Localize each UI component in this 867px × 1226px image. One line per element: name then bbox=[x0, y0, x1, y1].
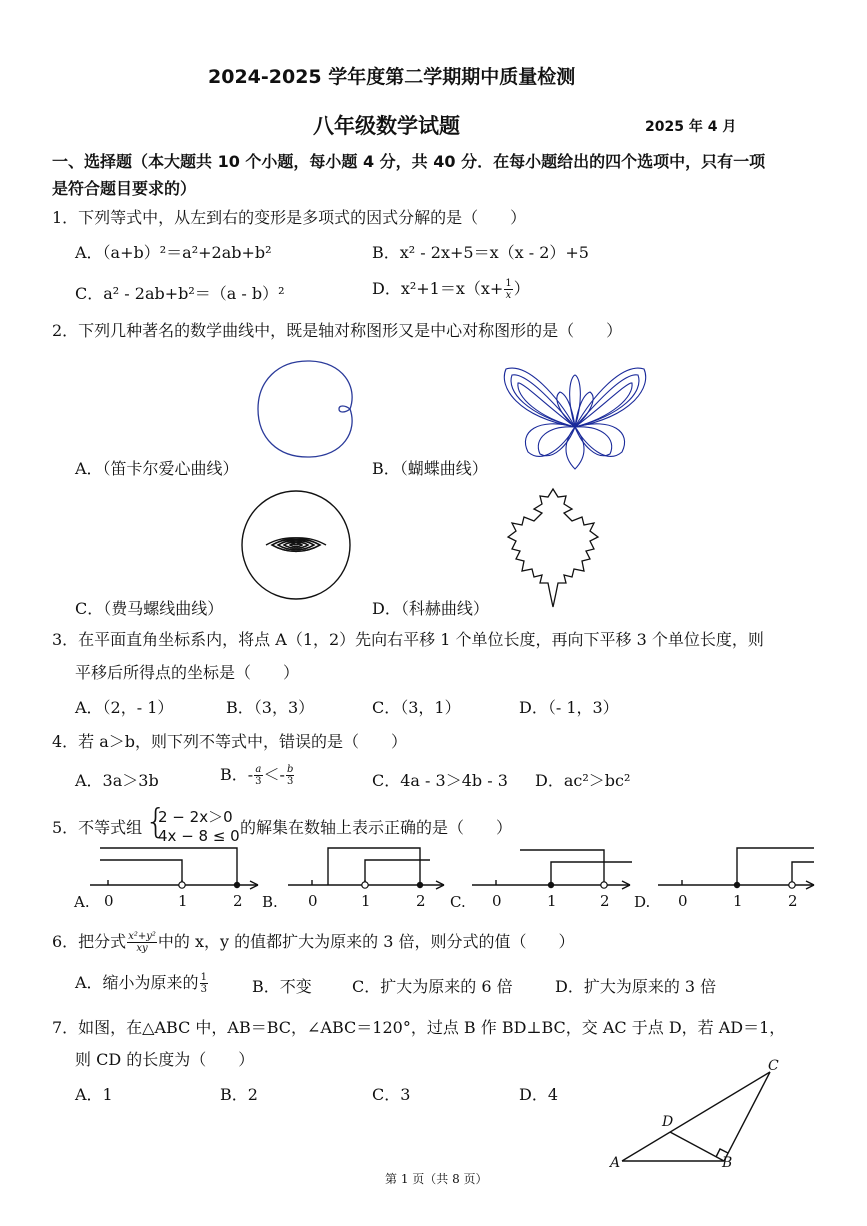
q4-b-den2: 3 bbox=[286, 776, 294, 787]
fermat-spiral-figure bbox=[238, 487, 354, 603]
q7-point-c: C bbox=[768, 1058, 779, 1074]
q5-label-c: C. bbox=[450, 893, 466, 911]
q4-b-frac1 bbox=[254, 764, 262, 787]
q3-stem-line1: 3．在平面直角坐标系内，将点 A（1，2）先向右平移 1 个单位长度，再向下平移 3 个单位长度，则 bbox=[52, 630, 764, 649]
q1-option-b: B．x² - 2x+5＝x（x - 2）+5 bbox=[372, 243, 589, 262]
q5-b-tick2: 2 bbox=[416, 892, 426, 910]
q4-b-prefix: B．- bbox=[220, 765, 254, 784]
q3-option-d: D．（- 1，3） bbox=[519, 698, 619, 717]
q5-label-b: B. bbox=[262, 893, 278, 911]
q6-a-num: 1 bbox=[200, 972, 207, 983]
q1-stem: 1．下列等式中，从左到右的变形是多项式的因式分解的是（ ） bbox=[52, 208, 527, 227]
q4-b-num2: b bbox=[286, 764, 294, 775]
q6-fraction bbox=[127, 931, 157, 954]
q7-option-b: B．2 bbox=[220, 1085, 258, 1104]
q7-stem-line2: 则 CD 的长度为（ ） bbox=[75, 1050, 255, 1069]
q5-d-tick2: 2 bbox=[788, 892, 798, 910]
q5-stem-prefix: 5．不等式组 bbox=[52, 818, 143, 837]
q2-stem: 2．下列几种著名的数学曲线中，既是轴对称图形又是中心对称图形的是（ ） bbox=[52, 321, 623, 340]
q3-stem-line2: 平移后所得点的坐标是（ ） bbox=[75, 663, 300, 682]
q5-brace: { bbox=[145, 802, 167, 842]
q5-a-tick0: 0 bbox=[104, 892, 114, 910]
q6-frac-num: x²+y² bbox=[128, 931, 156, 942]
butterfly-figure bbox=[498, 357, 653, 472]
q3-option-c: C．（3，1） bbox=[372, 698, 461, 717]
exam-date: 2025 年 4 月 bbox=[645, 119, 737, 135]
q6-option-d: D．扩大为原来的 3 倍 bbox=[555, 977, 717, 996]
q1-option-a: A．（a+b）²＝a²+2ab+b² bbox=[75, 243, 272, 262]
q5-ineq1: 2 − 2x＞0 bbox=[158, 808, 233, 826]
q5-c-tick0: 0 bbox=[492, 892, 502, 910]
q7-option-a: A．1 bbox=[75, 1085, 113, 1104]
q6-option-c: C．扩大为原来的 6 倍 bbox=[352, 977, 513, 996]
q6-option-b: B．不变 bbox=[252, 977, 312, 996]
q5-b-tick1: 1 bbox=[361, 892, 371, 910]
page-footer: 第 1 页（共 8 页） bbox=[385, 1172, 488, 1186]
q2-option-a: A．（笛卡尔爱心曲线） bbox=[75, 459, 239, 478]
q7-stem-line1: 7．如图，在△ABC 中，AB＝BC，∠ABC＝120°，过点 B 作 BD⊥BC，交 AC 于点 D，若 AD＝1， bbox=[52, 1018, 786, 1037]
q5-c-tick1: 1 bbox=[547, 892, 557, 910]
q6-a-fraction bbox=[200, 972, 208, 995]
q5-b-tick0: 0 bbox=[308, 892, 318, 910]
q6-option-a bbox=[75, 970, 209, 995]
q5-a-tick2: 2 bbox=[233, 892, 243, 910]
q3-option-b: B．（3，3） bbox=[226, 698, 315, 717]
q6-stem-suffix: 中的 x，y 的值都扩大为原来的 3 倍，则分式的值（ ） bbox=[157, 932, 575, 951]
q1-d-prefix: D．x²+1＝x（x+ bbox=[372, 279, 504, 298]
q2-option-d: D．（科赫曲线） bbox=[372, 599, 489, 618]
q4-option-b bbox=[220, 762, 295, 787]
koch-snowflake-figure bbox=[498, 487, 608, 609]
q4-option-d: D．ac²＞bc² bbox=[535, 771, 631, 790]
q6-a-prefix: A．缩小为原来的 bbox=[75, 973, 199, 992]
q5-label-a: A. bbox=[74, 893, 90, 911]
q5-c-tick2: 2 bbox=[600, 892, 610, 910]
exam-title: 2024-2025 学年度第二学期期中质量检测 bbox=[208, 66, 576, 88]
q1-d-fraction bbox=[504, 278, 512, 301]
q5-ineq2: 4x − 8 ≤ 0 bbox=[158, 827, 240, 845]
q4-option-a: A．3a＞3b bbox=[75, 771, 159, 790]
q4-b-den1: 3 bbox=[255, 776, 262, 787]
q5-stem-suffix: 的解集在数轴上表示正确的是（ ） bbox=[240, 818, 513, 837]
exam-subject: 八年级数学试题 bbox=[313, 114, 460, 138]
q1-d-suffix: ） bbox=[513, 279, 530, 298]
q3-option-a: A．（2，- 1） bbox=[75, 698, 174, 717]
cardioid-figure bbox=[255, 357, 360, 462]
q7-point-a: A bbox=[610, 1155, 621, 1171]
q7-point-d: D bbox=[662, 1114, 674, 1130]
q7-point-b: B bbox=[722, 1155, 733, 1171]
q5-d-tick0: 0 bbox=[678, 892, 688, 910]
q5-d-tick1: 1 bbox=[733, 892, 743, 910]
q1-option-d bbox=[372, 276, 530, 301]
q2-option-b: B．（蝴蝶曲线） bbox=[372, 459, 488, 478]
q7-triangle-figure bbox=[600, 1060, 800, 1175]
q4-option-c: C．4a - 3＞4b - 3 bbox=[372, 771, 508, 790]
section-heading-line2: 是符合题目要求的） bbox=[52, 179, 197, 198]
q4-b-frac2 bbox=[286, 764, 294, 787]
q5-a-tick1: 1 bbox=[178, 892, 188, 910]
q6-a-den: 3 bbox=[200, 984, 207, 995]
q6-frac-den: xy bbox=[136, 943, 148, 954]
q6-stem-prefix: 6．把分式 bbox=[52, 932, 127, 951]
q1-d-den: x bbox=[505, 290, 512, 301]
q4-b-mid: ＜- bbox=[263, 765, 285, 784]
q7-option-d: D．4 bbox=[519, 1085, 559, 1104]
q1-option-c: C．a² - 2ab+b²＝（a - b）² bbox=[75, 284, 285, 303]
q5-label-d: D. bbox=[634, 893, 651, 911]
q1-d-num: 1 bbox=[505, 278, 512, 289]
q4-b-num1: a bbox=[255, 764, 262, 775]
q4-stem: 4．若 a＞b，则下列不等式中，错误的是（ ） bbox=[52, 732, 408, 751]
q6-stem bbox=[52, 929, 574, 954]
section-heading-line1: 一、选择题（本大题共 10 个小题，每小题 4 分，共 40 分．在每小题给出的四个选项中，只有一项 bbox=[52, 152, 766, 171]
q2-option-c: C．（费马螺线曲线） bbox=[75, 599, 224, 618]
q7-option-c: C．3 bbox=[372, 1085, 411, 1104]
